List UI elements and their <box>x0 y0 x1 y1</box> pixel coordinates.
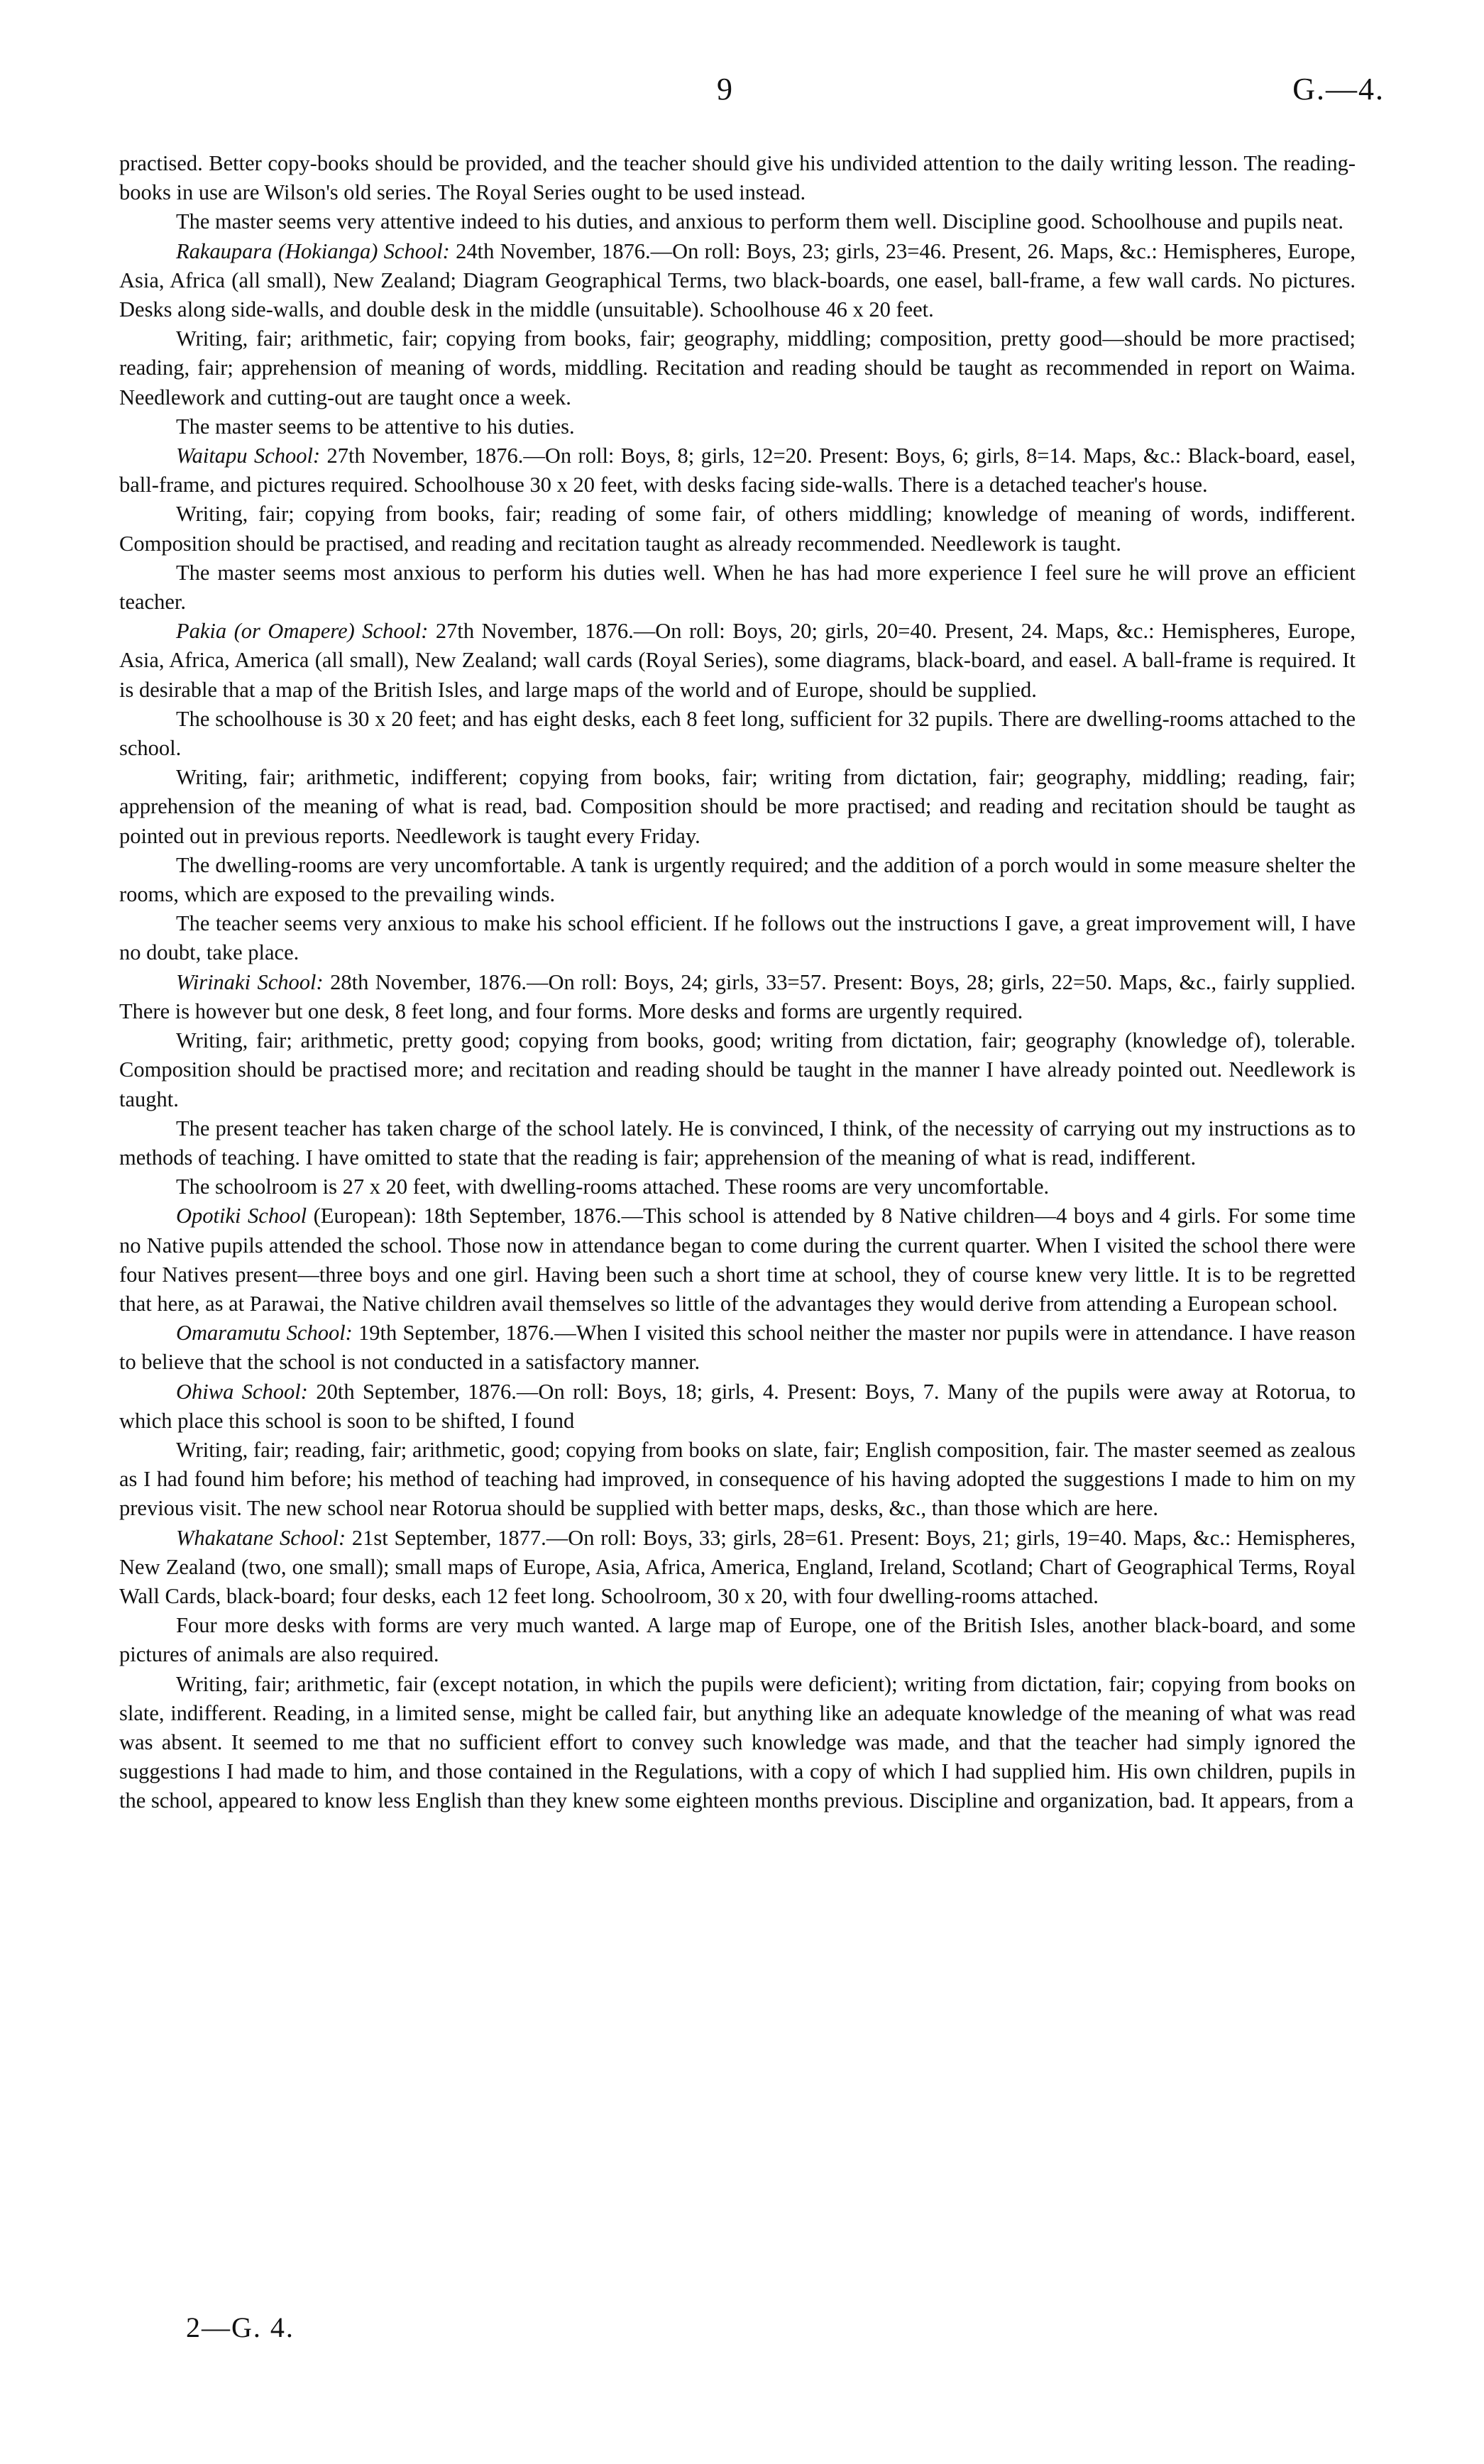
paragraph <box>119 1377 1356 1436</box>
paragraph-text: Writing, fair; arithmetic, pretty good; copying from books, good; writing from dictation, fair; geography (knowledge of), tolerable. Composition should be practised more; and recitation and reading should be taught in the manner I have already pointed out. Needlework is taught. <box>119 1028 1356 1111</box>
paragraph-text: Writing, fair; arithmetic, fair; copying from books, fair; geography, middling; composition, pretty good—should be more practised; reading, fair; apprehension of meaning of words, middling. Recitation and reading should be taught as recommended in report on Waima. Needlework and cutting-out are taught once a week. <box>119 326 1356 409</box>
paragraph-text: The master seems most anxious to perform his duties well. When he has had more experience I feel sure he will prove an efficient teacher. <box>119 560 1356 615</box>
paragraph <box>119 851 1356 909</box>
paragraph <box>119 1611 1356 1669</box>
paragraph-text: The schoolroom is 27 x 20 feet, with dwelling-rooms attached. These rooms are very uncomfortable. <box>176 1175 1050 1199</box>
school-name: Omaramutu School: <box>176 1321 353 1346</box>
school-name: Opotiki School <box>176 1204 307 1228</box>
paragraph <box>119 1172 1356 1201</box>
paragraph <box>119 412 1356 441</box>
paragraph <box>119 1319 1356 1377</box>
paragraph-text: 20th September, 1876.—On roll: Boys, 18; girls, 4. Present: Boys, 7. Many of the pupils were away at Rotorua, to which place this school is soon to be shifted, I found <box>119 1379 1356 1433</box>
paragraph <box>119 617 1356 705</box>
paragraph-text: 27th November, 1876.—On roll: Boys, 8; girls, 12=20. Present: Boys, 6; girls, 8=14. Maps, &c.: Black-board, easel, ball-frame, and pictures required. Schoolhouse 30 x 20 feet, with desks facing side-walls. There is a detached teacher's house. <box>119 444 1356 497</box>
school-name: Ohiwa School: <box>176 1379 308 1404</box>
school-name: Waitapu School: <box>176 444 321 468</box>
page-number: 9 <box>717 72 732 106</box>
paragraph <box>119 1201 1356 1319</box>
paragraph <box>119 237 1356 325</box>
paragraph <box>119 1670 1356 1816</box>
paragraph-text: The schoolhouse is 30 x 20 feet; and has eight desks, each 8 feet long, sufficient for 32 pupils. There are dwelling-rooms attached to the school. <box>119 706 1356 761</box>
document-reference: G.—4. <box>1292 72 1385 106</box>
report-body <box>119 149 1356 1816</box>
paragraph <box>119 441 1356 500</box>
paragraph <box>119 1436 1356 1524</box>
paragraph-text: Writing, fair; reading, fair; arithmetic, good; copying from books on slate, fair; English composition, fair. The master seemed as zealous as I had found him before; his method of teaching had improved, in consequence of his having adopted the suggestions I made to him on my previous visit. The new school near Rotorua should be supplied with better maps, desks, &c., than those which are here. <box>119 1437 1356 1521</box>
paragraph <box>119 207 1356 236</box>
paragraph-text: The present teacher has taken charge of the school lately. He is convinced, I think, of the necessity of carrying out my instructions as to methods of teaching. I have omitted to state that the reading is fair; apprehension of the meaning of what is read, indifferent. <box>119 1116 1356 1170</box>
paragraph-text: Four more desks with forms are very much wanted. A large map of Europe, one of the British Isles, another black-board, and some pictures of animals are also required. <box>119 1613 1356 1667</box>
paragraph <box>119 559 1356 617</box>
page-header <box>0 71 1484 114</box>
printer-signature: 2—G. 4. <box>186 2311 295 2343</box>
paragraph <box>119 1524 1356 1612</box>
paragraph <box>119 149 1356 207</box>
paragraph-text: (European): 18th September, 1876.—This school is attended by 8 Native children—4 boys and 4 girls. For some time no Native pupils attended the school. Those now in attendance began to come during the current quarter. When I visited the school there were four Natives present—three boys and one girl. Having been such a short time at school, they of course knew very little. It is to be regretted that here, as at Parawai, the Native children avail themselves so little of the advantages they would derive from attending a European school. <box>119 1204 1356 1316</box>
paragraph-text: The master seems very attentive indeed to his duties, and anxious to perform them well. Discipline good. Schoolhouse and pupils neat. <box>176 209 1343 234</box>
paragraph-text: practised. Better copy-books should be provided, and the teacher should give his undivided attention to the daily writing lesson. The reading-books in use are Wilson's old series. The Royal Series ought to be used instead. <box>119 151 1356 205</box>
paragraph-text: Writing, fair; copying from books, fair; reading of some fair, of others middling; knowledge of meaning of words, indifferent. Composition should be practised, and reading and recitation taught as already recommended. Needlework is taught. <box>119 502 1356 556</box>
paragraph-text: The dwelling-rooms are very uncomfortable. A tank is urgently required; and the addition of a porch would in some measure shelter the rooms, which are exposed to the prevailing winds. <box>119 852 1356 907</box>
paragraph <box>119 968 1356 1026</box>
paragraph <box>119 1114 1356 1172</box>
paragraph <box>119 909 1356 967</box>
paragraph-text: The teacher seems very anxious to make his school efficient. If he follows out the instructions I gave, a great improvement will, I have no doubt, take place. <box>119 911 1356 965</box>
paragraph <box>119 1026 1356 1114</box>
paragraph-text: The master seems to be attentive to his duties. <box>176 414 575 439</box>
paragraph-text: 21st September, 1877.—On roll: Boys, 33; girls, 28=61. Present: Boys, 21; girls, 19=40. Maps, &c.: Hemispheres, New Zealand (two, one small); small maps of Europe, Asia, Africa, America, England, Ireland, Scotland; Chart of Geographical Terms, Royal Wall Cards, black-board; four desks, each 12 feet long. Schoolroom, 30 x 20, with four dwelling-rooms attached. <box>119 1525 1356 1608</box>
paragraph-text: Writing, fair; arithmetic, fair (except notation, in which the pupils were deficient); writing from dictation, fair; copying from books on slate, indifferent. Reading, in a limited sense, might be called fair, but anything like an adequate knowledge of the meaning of what was read was absent. It seemed to me that no sufficient effort to convey such knowledge was made, and that the teacher had simply ignored the suggestions I had made to him, and those contained in the Regulations, with a copy of which I had supplied him. His own children, pupils in the school, appeared to know less English than they knew some eighteen months previous. Discipline and organization, bad. It appears, from a <box>119 1671 1356 1813</box>
school-name: Whakatane School: <box>176 1525 346 1550</box>
school-name: Pakia (or Omapere) School: <box>176 619 429 644</box>
paragraph-text: 19th September, 1876.—When I visited this school neither the master nor pupils were in attendance. I have reason to believe that the school is not conducted in a satisfactory manner. <box>119 1321 1356 1375</box>
paragraph <box>119 324 1356 412</box>
school-name: Wirinaki School: <box>176 969 324 994</box>
paragraph-text: 28th November, 1876.—On roll: Boys, 24; girls, 33=57. Present: Boys, 28; girls, 22=50. Maps, &c., fairly supplied. There is however but one desk, 8 feet long, and four forms. More desks and forms are urgently required. <box>119 969 1356 1023</box>
paragraph-text: 24th November, 1876.—On roll: Boys, 23; girls, 23=46. Present, 26. Maps, &c.: Hemispheres, Europe, Asia, Africa (all small), New Zealand; Diagram Geographical Terms, two black-boards, one easel, ball-frame, a few wall cards. No pictures. Desks along side-walls, and double desk in the middle (unsuitable). Schoolhouse 46 x 20 feet. <box>119 238 1356 322</box>
school-name: Rakaupara (Hokianga) School: <box>176 238 450 263</box>
paragraph <box>119 763 1356 851</box>
paragraph-text: Writing, fair; arithmetic, indifferent; copying from books, fair; writing from dictation, fair; geography, middling; reading, fair; apprehension of the meaning of what is read, bad. Composition should be more practised; and reading and recitation should be taught as pointed out in previous reports. Needlework is taught every Friday. <box>119 765 1356 848</box>
paragraph <box>119 705 1356 763</box>
paragraph-text: 27th November, 1876.—On roll: Boys, 20; girls, 20=40. Present, 24. Maps, &c.: Hemispheres, Europe, Asia, Africa, America (all small), New Zealand; wall cards (Royal Series), some diagrams, black-board, and easel. A ball-frame is required. It is desirable that a map of the British Isles, and large maps of the world and of Europe, should be supplied. <box>119 619 1356 702</box>
paragraph <box>119 500 1356 558</box>
